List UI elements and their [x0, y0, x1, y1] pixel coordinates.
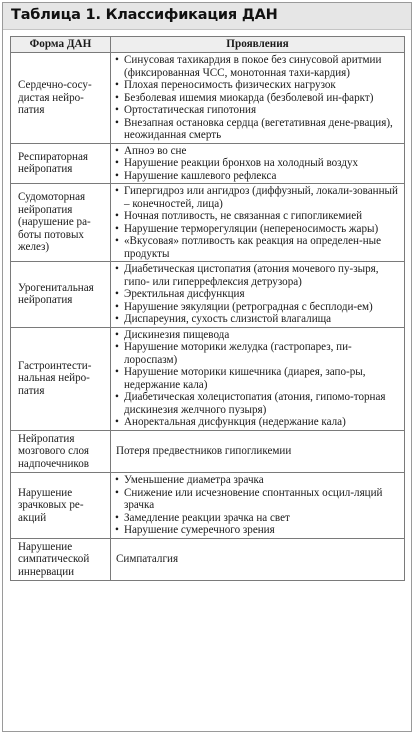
table-row — [11, 538, 405, 581]
list-item: • Нарушение кашлевого рефлекса — [114, 170, 401, 183]
list-item: • Уменьшение диаметра зрачка — [114, 474, 401, 487]
manifestations-cell — [111, 473, 405, 539]
manifestations-cell — [111, 143, 405, 184]
list-item: • Дискинезия пищевода — [114, 329, 401, 342]
form-cell: Судомоторная нейропатия (нарушение ра-боты потовых желез) — [11, 184, 111, 262]
list-item: • Диабетическая цистопатия (атония мочевого пу-зыря, гипо- или гиперрефлексия детрузора) — [114, 263, 401, 288]
list-item: • Нарушение моторики кишечника (диарея, запо-ры, недержание кала) — [114, 366, 401, 391]
table-row — [11, 143, 405, 184]
manifestations-cell — [111, 327, 405, 430]
list-item: • Снижение или исчезновение спонтанных осцил-ляций зрачка — [114, 487, 401, 512]
table-title: Таблица 1. Классификация ДАН — [11, 7, 278, 23]
table-row — [11, 430, 405, 473]
classification-table — [10, 36, 405, 581]
table-row — [11, 473, 405, 539]
manifestations-cell — [111, 53, 405, 144]
manifestations-cell — [111, 184, 405, 262]
title-bar — [3, 3, 411, 30]
form-cell: Сердечно-сосу-дистая нейро-патия — [11, 53, 111, 144]
list-item: • Эректильная дисфункция — [114, 288, 401, 301]
manifestation-text: Симпаталгия — [116, 553, 179, 565]
list-item: • Нарушение моторики желудка (гастропарез, пи-лороспазм) — [114, 341, 401, 366]
form-cell: Нарушение симпатической иннервации — [11, 538, 111, 581]
list-item: • Диабетическая холецистопатия (атония, гипомо-торная дискинезия желчного пузыря) — [114, 391, 401, 416]
list-item: • Ночная потливость, не связанная с гипогликемией — [114, 210, 401, 223]
list-item: • Плохая переносимость физических нагрузок — [114, 79, 401, 92]
form-cell: Урогенитальная нейропатия — [11, 262, 111, 328]
form-cell: Нарушение зрачковых ре-акций — [11, 473, 111, 539]
form-cell: Нейропатия мозгового слоя надпочечников — [11, 430, 111, 473]
table-header-row — [11, 37, 405, 53]
list-item: • Ортостатическая гипотония — [114, 104, 401, 117]
form-cell: Гастроинтести-нальная нейро-патия — [11, 327, 111, 430]
list-item: • Нарушение сумеречного зрения — [114, 524, 401, 537]
table-row — [11, 262, 405, 328]
table-frame — [2, 2, 412, 732]
table-row — [11, 327, 405, 430]
form-cell: Респираторная нейропатия — [11, 143, 111, 184]
list-item: • Гипергидроз или ангидроз (диффузный, локали-зованный – конечностей, лица) — [114, 185, 401, 210]
list-item: • Безболевая ишемия миокарда (безболевой ин-фаркт) — [114, 92, 401, 105]
manifestation-text: Потеря предвестников гипогликемии — [116, 445, 292, 457]
list-item: • Нарушение реакции бронхов на холодный воздух — [114, 157, 401, 170]
header-form: Форма ДАН — [11, 37, 111, 53]
list-item: • «Вкусовая» потливость как реакция на определен-ные продукты — [114, 235, 401, 260]
list-item: • Внезапная остановка сердца (вегетативная дене-рвация), неожиданная смерть — [114, 117, 401, 142]
list-item: • Диспареуния, сухость слизистой влагалища — [114, 313, 401, 326]
list-item: • Замедление реакции зрачка на свет — [114, 512, 401, 525]
manifestations-cell — [111, 538, 405, 581]
list-item: • Синусовая тахикардия в покое без синусовой аритмии (фиксированная ЧСС, монотонная тахи-кардия) — [114, 54, 401, 79]
list-item: • Нарушение эякуляции (ретроградная с бесплоди-ем) — [114, 301, 401, 314]
header-manifestations: Проявления — [111, 37, 405, 53]
table-row — [11, 53, 405, 144]
table-row — [11, 184, 405, 262]
manifestations-cell — [111, 262, 405, 328]
list-item: • Аноректальная дисфункция (недержание кала) — [114, 416, 401, 429]
manifestations-cell — [111, 430, 405, 473]
list-item: • Нарушение терморегуляции (непереносимость жары) — [114, 223, 401, 236]
list-item: • Апноэ во сне — [114, 145, 401, 158]
